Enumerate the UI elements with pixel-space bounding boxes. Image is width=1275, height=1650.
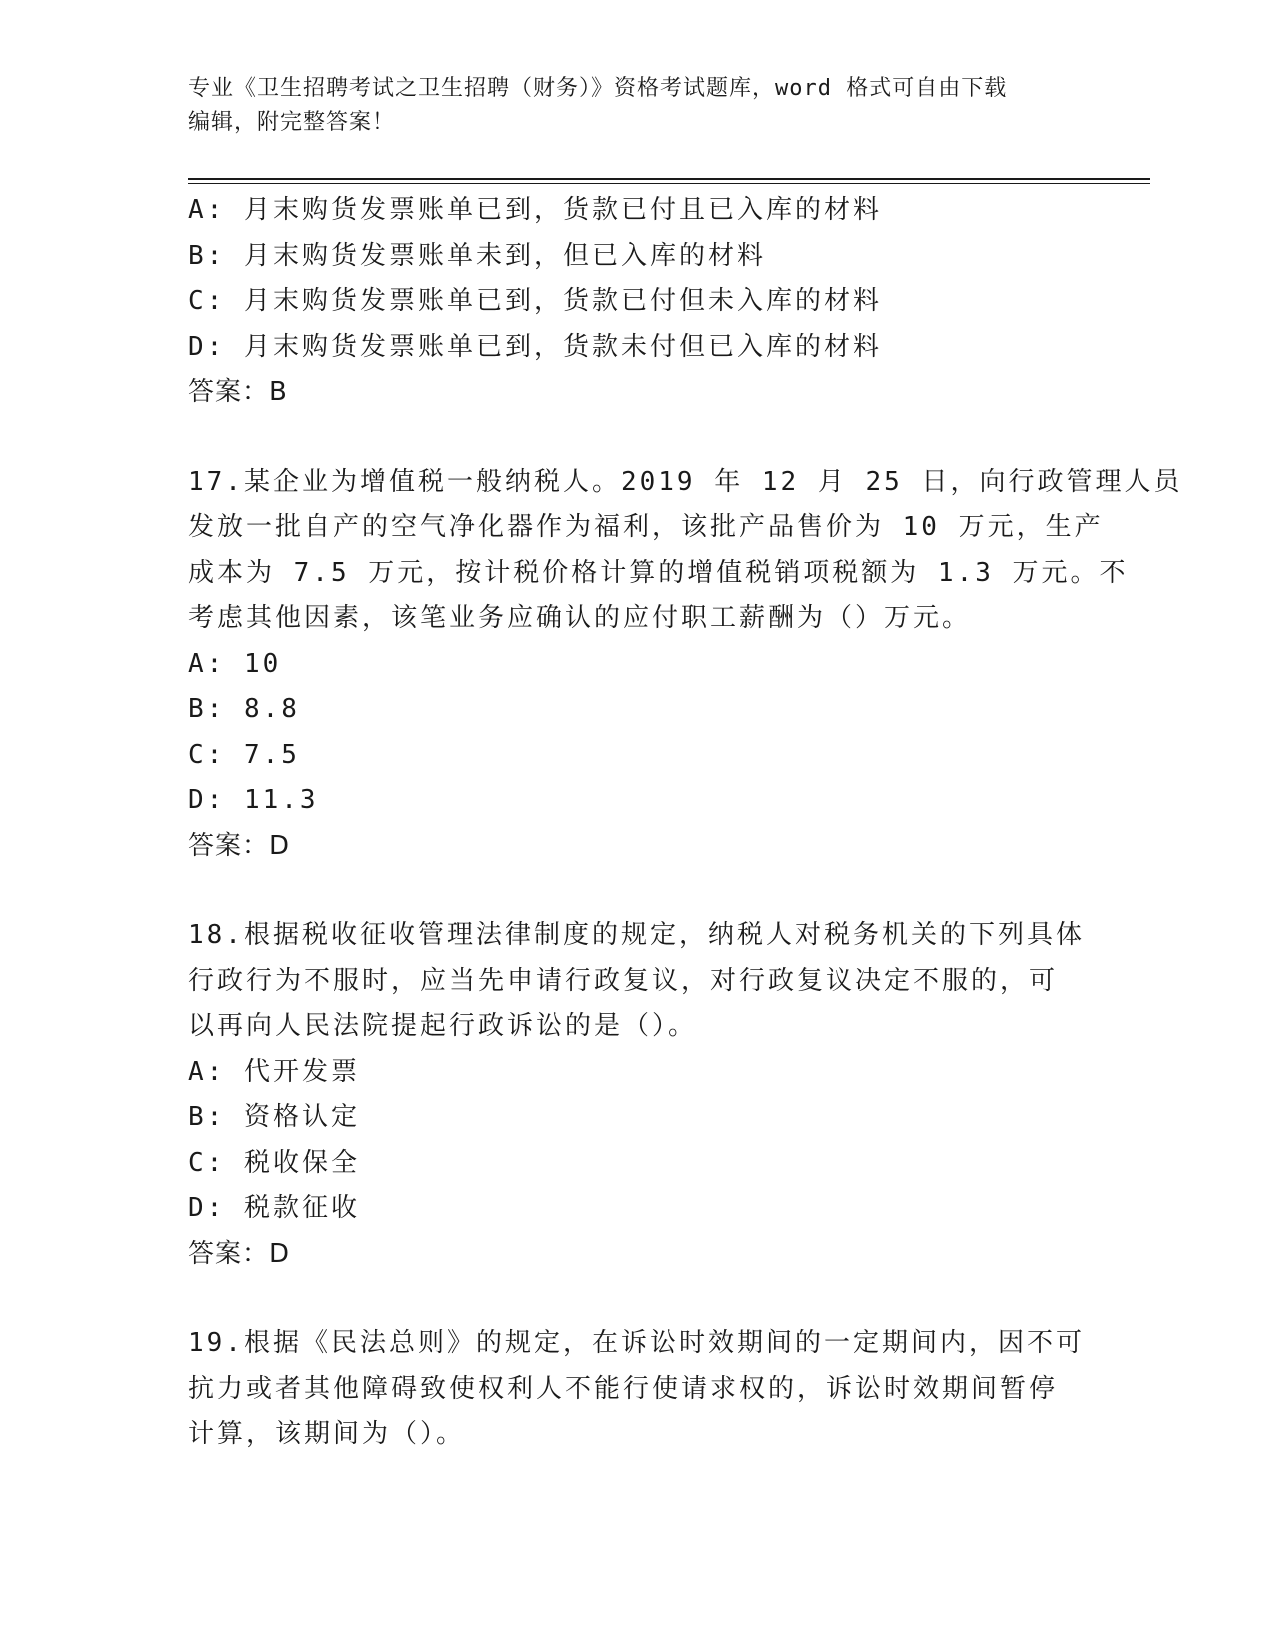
option-c: C: 税收保全 [188, 1147, 360, 1178]
header-line-2: 编辑，附完整答案！ [188, 110, 396, 135]
option-a: A: 代开发票 [188, 1056, 360, 1087]
option-b: B: 月末购货发票账单未到，但已入库的材料 [188, 240, 766, 271]
header-rule-thin [188, 183, 1150, 184]
question-stem-line: 发放一批自产的空气净化器作为福利，该批产品售价为 10 万元，生产 [188, 512, 1104, 542]
option-b: B: 8.8 [188, 694, 300, 724]
option-d: D: 税款征收 [188, 1193, 360, 1223]
option-d: D: 11.3 [188, 785, 319, 815]
question-stem-line: 18.根据税收征收管理法律制度的规定，纳税人对税务机关的下列具体 [188, 920, 1085, 950]
answer: 答案：D [188, 1238, 291, 1269]
option-c: C: 月末购货发票账单已到，货款已付但未入库的材料 [188, 286, 882, 316]
option-d: D: 月末购货发票账单已到，货款未付但已入库的材料 [188, 331, 882, 362]
question-stem-line: 成本为 7.5 万元，按计税价格计算的增值税销项税额为 1.3 万元。不 [188, 557, 1129, 588]
header-line-1: 专业《卫生招聘考试之卫生招聘（财务）》资格考试题库，word 格式可自由下载 [188, 76, 1008, 101]
question-17 [188, 460, 1183, 870]
question-stem-line: 抗力或者其他障碍致使权利人不能行使请求权的，诉讼时效期间暂停 [188, 1373, 1059, 1404]
question-stem-line: 17.某企业为增值税一般纳税人。2019 年 12 月 25 日，向行政管理人员 [188, 466, 1183, 497]
header-rule-thick [188, 178, 1150, 180]
answer: 答案：B [188, 377, 288, 407]
option-a: A: 10 [188, 648, 282, 679]
answer: 答案：D [188, 830, 291, 861]
question-19 [188, 1321, 1088, 1458]
option-c: C: 7.5 [188, 739, 300, 770]
question-stem-line: 19.根据《民法总则》的规定，在诉讼时效期间的一定期间内，因不可 [188, 1328, 1085, 1358]
question-18 [188, 913, 1088, 1277]
question-content [188, 188, 1183, 1458]
question-stem-line: 考虑其他因素，该笔业务应确认的应付职工薪酬为（）万元。 [188, 603, 972, 633]
question-16 [188, 188, 1088, 416]
option-b: B: 资格认定 [188, 1102, 360, 1132]
question-stem-line: 计算，该期间为（）。 [188, 1419, 466, 1449]
option-a: A: 月末购货发票账单已到，货款已付且已入库的材料 [188, 195, 882, 225]
question-stem-line: 以再向人民法院提起行政诉讼的是（）。 [188, 1011, 698, 1041]
question-stem-line: 行政行为不服时，应当先申请行政复议，对行政复议决定不服的，可 [188, 965, 1059, 996]
page-header [188, 72, 1088, 140]
